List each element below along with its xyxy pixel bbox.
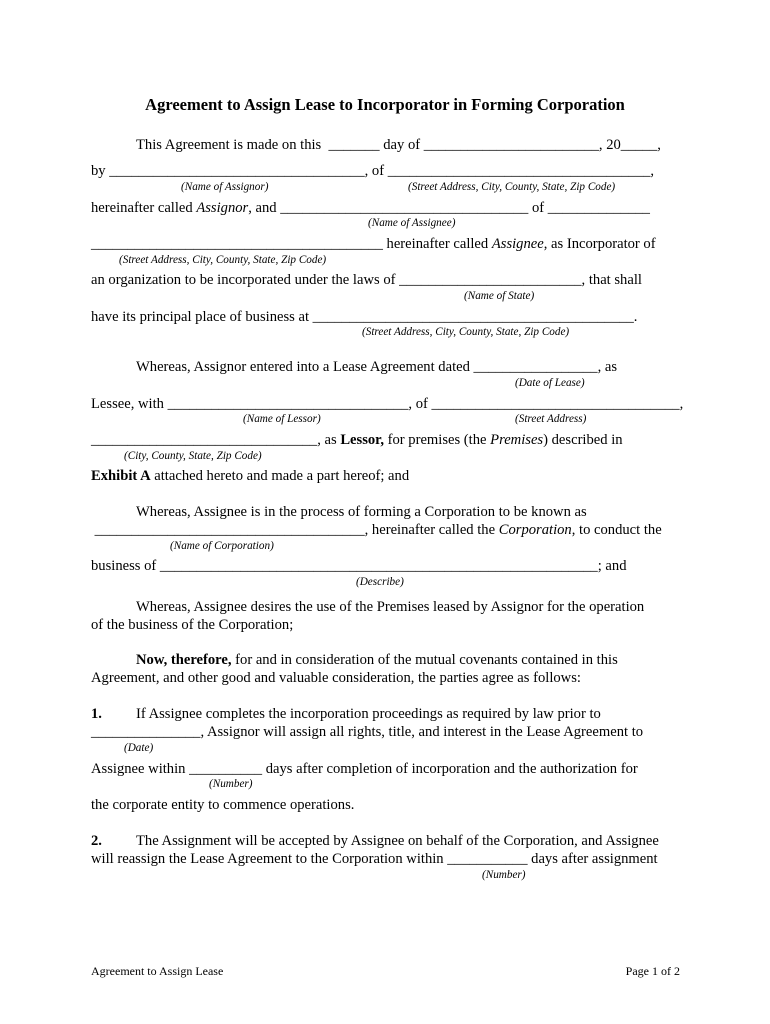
section-1-line4: the corporate entity to commence operations.	[91, 797, 355, 813]
caption-name-of-lessor: (Name of Lessor)	[243, 413, 321, 425]
p1-line1: This Agreement is made on this _______ day of ________________________, 20_____,	[136, 137, 661, 153]
p1-line4: ________________________________________ hereinafter called Assignee, as Incorporator of	[91, 236, 656, 252]
caption-name-of-assignee: (Name of Assignee)	[368, 217, 456, 229]
caption-name-of-assignor: (Name of Assignor)	[181, 181, 269, 193]
section-1-line2: _______________, Assignor will assign all rights, title, and interest in the Lease Agreement to	[91, 724, 644, 740]
caption-assignor-address: (Street Address, City, County, State, Zip Code)	[408, 181, 616, 193]
caption-business-address: (Street Address, City, County, State, Zip Code)	[362, 326, 570, 338]
section-2-line2: will reassign the Lease Agreement to the Corporation within ___________ days after assignment	[91, 851, 658, 867]
p2-line1: Whereas, Assignor entered into a Lease Agreement dated _________________, as	[136, 359, 618, 375]
caption-number-2: (Number)	[482, 869, 526, 881]
document-title: Agreement to Assign Lease to Incorporator in Forming Corporation	[145, 95, 625, 114]
caption-assignee-address: (Street Address, City, County, State, Zip Code)	[119, 254, 327, 266]
caption-date: (Date)	[124, 742, 154, 754]
caption-describe: (Describe)	[356, 576, 404, 588]
p3-line1: Whereas, Assignee is in the process of forming a Corporation to be known as	[136, 504, 587, 520]
footer-document-name: Agreement to Assign Lease	[91, 964, 224, 978]
p5-line1: Now, therefore, for and in consideration of the mutual covenants contained in this	[136, 652, 618, 668]
section-2-number: 2.	[91, 833, 102, 849]
p2-line3: _______________________________, as Lessor, for premises (the Premises) described in	[91, 432, 623, 448]
p4-line2: of the business of the Corporation;	[91, 617, 294, 633]
caption-number: (Number)	[209, 778, 253, 790]
p5-line2: Agreement, and other good and valuable consideration, the parties agree as follows:	[91, 670, 581, 686]
p2-line2: Lessee, with _________________________________, of __________________________________,	[91, 396, 684, 412]
p1-line6: have its principal place of business at ____________________________________________.	[91, 309, 638, 325]
section-1-line1: If Assignee completes the incorporation proceedings as required by law prior to	[136, 706, 601, 722]
p3-line3: business of ____________________________________________________________; and	[91, 558, 627, 574]
caption-name-of-corporation: (Name of Corporation)	[170, 540, 274, 552]
p4-line1: Whereas, Assignee desires the use of the Premises leased by Assignor for the operation	[136, 599, 645, 615]
p1-line3: hereinafter called Assignor, and __________________________________ of ______________	[91, 200, 650, 216]
section-2-line1: The Assignment will be accepted by Assignee on behalf of the Corporation, and Assignee	[136, 833, 659, 849]
p1-line2: by ___________________________________, of ____________________________________,	[91, 163, 655, 179]
caption-street-address: (Street Address)	[515, 413, 587, 425]
section-1-number: 1.	[91, 706, 102, 722]
p1-line5: an organization to be incorporated under the laws of _________________________, that shall	[91, 272, 642, 288]
footer-page-number: Page 1 of 2	[625, 964, 680, 978]
p3-line2: _____________________________________, hereinafter called the Corporation, to conduct the	[91, 522, 662, 538]
caption-city-county-state-zip: (City, County, State, Zip Code)	[124, 450, 262, 462]
p2-line4: Exhibit A attached hereto and made a part hereof; and	[91, 468, 410, 484]
caption-date-of-lease: (Date of Lease)	[515, 377, 585, 389]
section-1-line3: Assignee within __________ days after completion of incorporation and the authorization for	[91, 761, 638, 777]
caption-name-of-state: (Name of State)	[464, 290, 535, 302]
